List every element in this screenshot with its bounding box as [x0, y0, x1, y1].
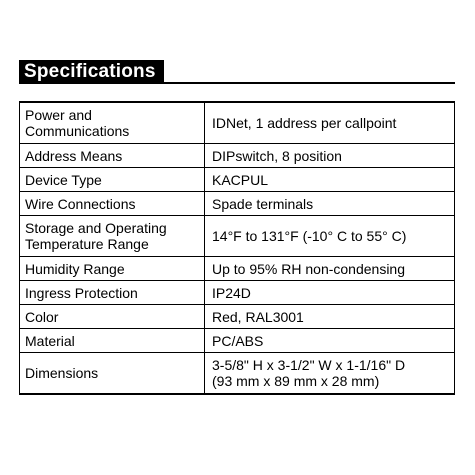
table-row	[20, 353, 455, 395]
spec-value: PC/ABS	[205, 329, 455, 353]
table-row	[20, 192, 455, 216]
spec-value: IP24D	[205, 281, 455, 305]
spec-label: Material	[20, 329, 205, 353]
table-row	[20, 329, 455, 353]
spec-label: Dimensions	[20, 353, 205, 395]
table-row	[20, 168, 455, 192]
table-row	[20, 102, 455, 144]
spec-label: Power and Communications	[20, 102, 205, 144]
spec-label: Ingress Protection	[20, 281, 205, 305]
specifications-table	[19, 101, 455, 395]
section-heading: Specifications	[19, 60, 164, 82]
table-row	[20, 216, 455, 257]
table-row	[20, 144, 455, 168]
spec-label: Wire Connections	[20, 192, 205, 216]
section-heading-bar	[19, 60, 455, 84]
spec-label: Address Means	[20, 144, 205, 168]
spec-value: 3-5/8" H x 3-1/2" W x 1-1/16" D (93 mm x 89 mm x 28 mm)	[205, 353, 455, 395]
spec-value: 14°F to 131°F (-10° C to 55° C)	[205, 216, 455, 257]
spec-label: Color	[20, 305, 205, 329]
spec-value: Spade terminals	[205, 192, 455, 216]
spec-value: KACPUL	[205, 168, 455, 192]
spec-label: Device Type	[20, 168, 205, 192]
spec-value: IDNet, 1 address per callpoint	[205, 102, 455, 144]
table-row	[20, 257, 455, 281]
spec-value: Red, RAL3001	[205, 305, 455, 329]
table-row	[20, 305, 455, 329]
table-row	[20, 281, 455, 305]
spec-label: Humidity Range	[20, 257, 205, 281]
spec-value: Up to 95% RH non-condensing	[205, 257, 455, 281]
spec-value: DIPswitch, 8 position	[205, 144, 455, 168]
spec-label: Storage and Operating Temperature Range	[20, 216, 205, 257]
